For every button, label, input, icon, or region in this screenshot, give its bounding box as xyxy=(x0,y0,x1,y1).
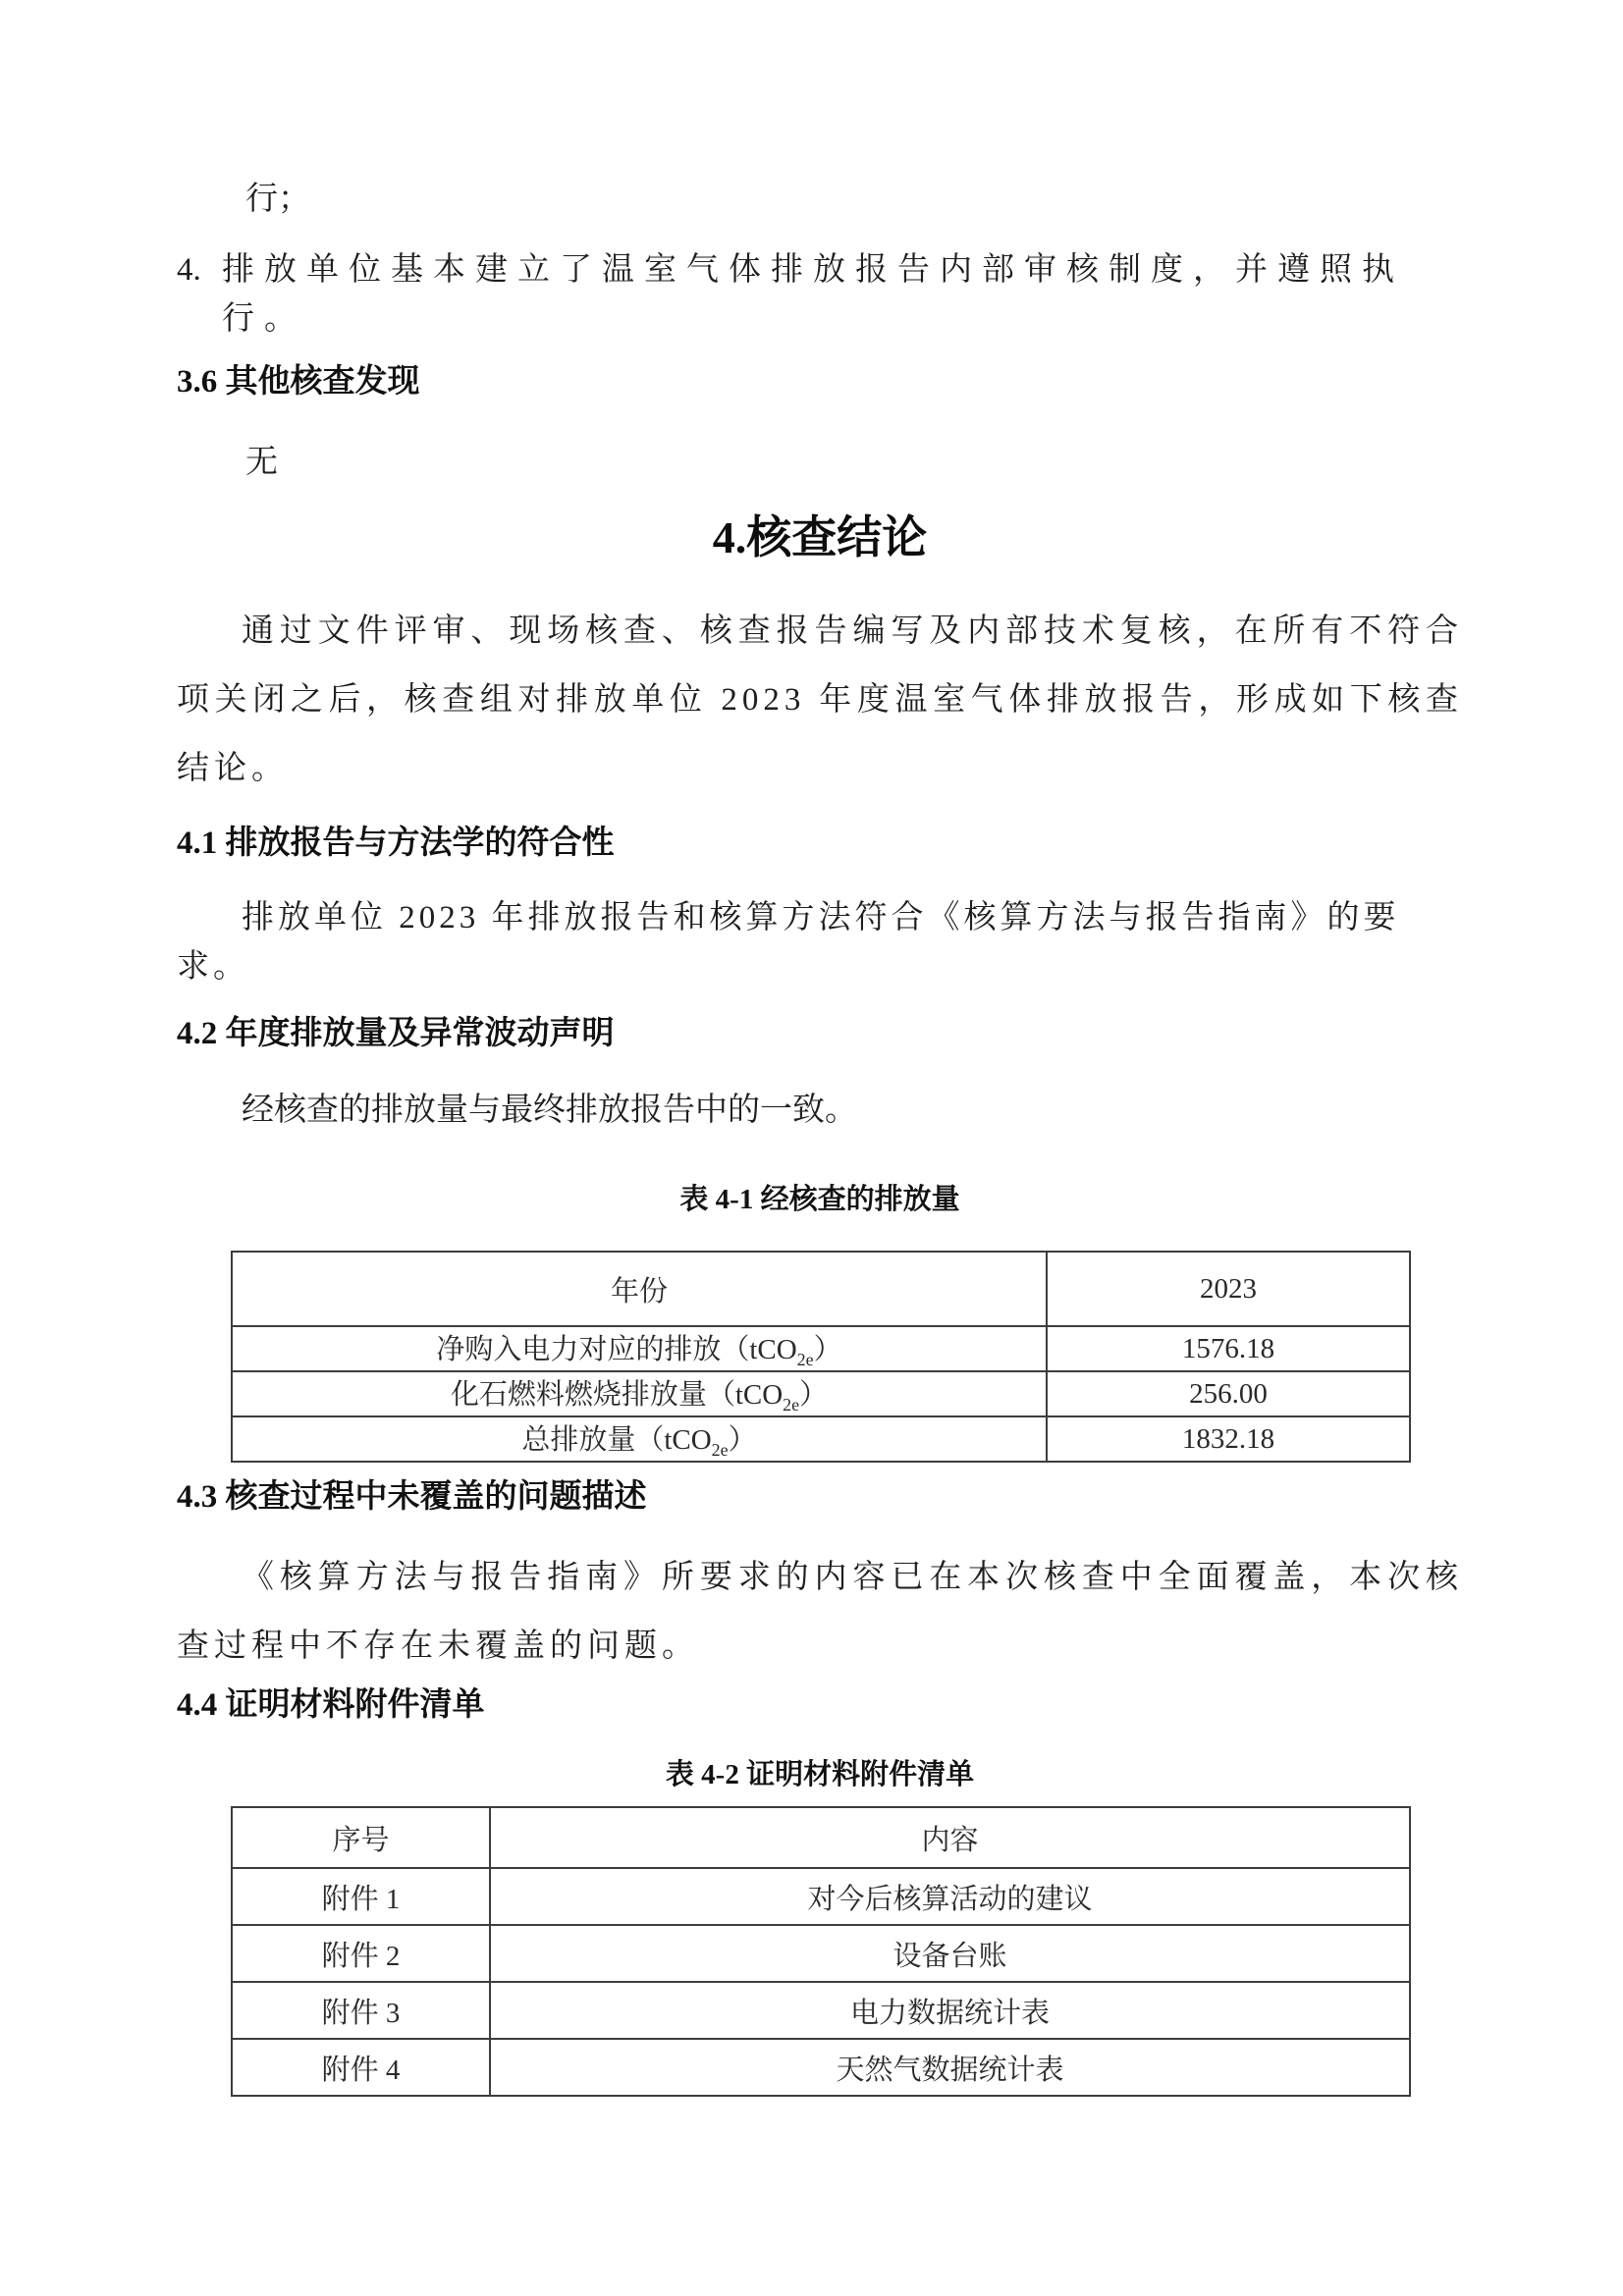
table-row xyxy=(232,1416,1410,1462)
section-3-6-body: 无 xyxy=(245,445,278,480)
table-cell: 对今后核算活动的建议 xyxy=(490,1868,1410,1925)
table-cell: 256.00 xyxy=(1047,1371,1410,1416)
table-cell: 设备台账 xyxy=(490,1925,1410,1982)
table-row xyxy=(232,1925,1410,1982)
section-4-2-body: 经核查的排放量与最终排放报告中的一致。 xyxy=(242,1093,857,1128)
intro-paragraph: 通过文件评审、现场核查、核查报告编写及内部技术复核，在所有不符合项关闭之后，核查组对排放单位 2023 年度温室气体排放报告，形成如下核查结论。 xyxy=(177,614,1463,786)
table-header-cell: 2023 xyxy=(1047,1252,1410,1326)
table-header-cell: 序号 xyxy=(232,1807,490,1868)
list-item-4 xyxy=(177,245,1463,344)
continuation-line: 行； xyxy=(245,182,310,217)
table-4-2-caption: 表 4-2 证明材料附件清单 xyxy=(665,1759,975,1790)
table-row xyxy=(232,1868,1410,1925)
section-4-3-body: 《核算方法与报告指南》所要求的内容已在本次核查中全面覆盖，本次核查过程中不存在未覆盖的问题。 xyxy=(177,1560,1463,1664)
table-cell: 天然气数据统计表 xyxy=(490,2039,1410,2096)
list-item-text: 排放单位基本建立了温室气体排放报告内部审核制度，并遵照执行。 xyxy=(222,252,1404,337)
section-4-1-body: 排放单位 2023 年排放报告和核算方法符合《核算方法与报告指南》的要求。 xyxy=(177,900,1400,985)
table-cell: 电力数据统计表 xyxy=(490,1982,1410,2039)
table-header-cell: 年份 xyxy=(232,1252,1047,1326)
table-header-row xyxy=(232,1807,1410,1868)
table-row xyxy=(232,1982,1410,2039)
table-cell: 净购入电力对应的排放（tCO$_{2e}$） xyxy=(232,1326,1047,1371)
attachments-table xyxy=(231,1806,1411,2097)
table-header-row xyxy=(232,1252,1410,1326)
section-heading-4-3: 4.3 核查过程中未覆盖的问题描述 xyxy=(177,1479,647,1515)
verified-emissions-table xyxy=(231,1251,1411,1463)
list-item-number: 4. xyxy=(177,252,201,288)
table-cell: 总排放量（tCO$_{2e}$） xyxy=(232,1416,1047,1462)
section-heading-4-2: 4.2 年度排放量及异常波动声明 xyxy=(177,1016,615,1051)
table-cell: 附件 3 xyxy=(232,1982,490,2039)
section-heading-4-1: 4.1 排放报告与方法学的符合性 xyxy=(177,826,615,861)
table-cell: 附件 4 xyxy=(232,2039,490,2096)
table-row xyxy=(232,2039,1410,2096)
table-row xyxy=(232,1371,1410,1416)
table-cell: 附件 2 xyxy=(232,1925,490,1982)
table-row xyxy=(232,1326,1410,1371)
table-4-1-caption: 表 4-1 经核查的排放量 xyxy=(679,1184,960,1215)
section-heading-4-4: 4.4 证明材料附件清单 xyxy=(177,1687,485,1723)
section-heading-3-6: 3.6 其他核查发现 xyxy=(177,364,420,400)
chapter-title: 4.核查结论 xyxy=(712,512,928,562)
table-cell: 附件 1 xyxy=(232,1868,490,1925)
table-cell: 1832.18 xyxy=(1047,1416,1410,1462)
table-cell: 1576.18 xyxy=(1047,1326,1410,1371)
table-cell: 化石燃料燃烧排放量（tCO$_{2e}$） xyxy=(232,1371,1047,1416)
table-header-cell: 内容 xyxy=(490,1807,1410,1868)
